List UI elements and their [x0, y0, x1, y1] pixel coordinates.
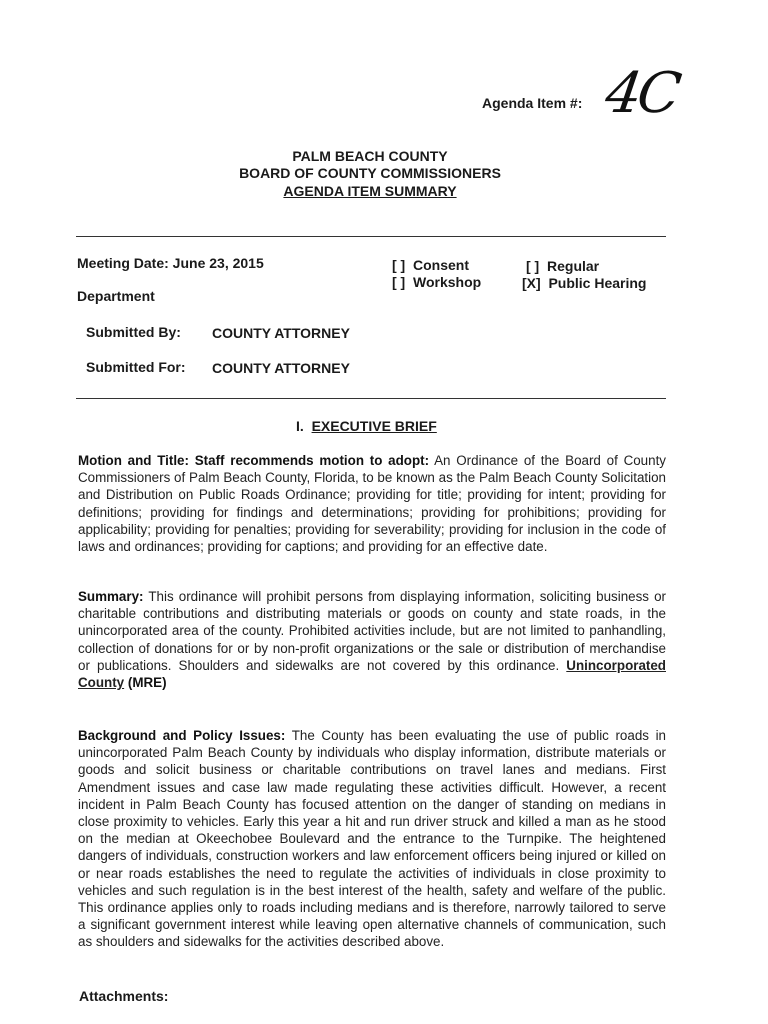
workshop-checkbox: [ ] Workshop: [392, 274, 482, 290]
summary-text: This ordinance will prohibit persons from displaying information, soliciting business or charitable contributions and distributing materials or goods on county and state roads, in the unincorporated area of the county. Prohibited activities include, but are not limited to panhandling, collection of donations for or by non-profit organizations or the sale or distribution of merchandise or publications. Shoulders and sidewalks are not covered by this ordinance.: [78, 589, 666, 673]
motion-lead: Staff recommends motion to adopt:: [194, 453, 430, 468]
agenda-item-number: 4C: [601, 61, 682, 126]
motion-label: Motion and Title:: [78, 453, 189, 468]
public-hearing-checkbox: [X] Public Hearing: [522, 275, 647, 291]
attachments-label: Attachments:: [79, 988, 169, 1004]
top-divider: [76, 236, 666, 237]
summary-code: (MRE): [127, 675, 167, 691]
department-label: Department: [77, 288, 155, 304]
submitted-by-label: Submitted By:: [86, 324, 181, 340]
county-name: PALM BEACH COUNTY: [292, 148, 448, 164]
meeting-date: Meeting Date: June 23, 2015: [77, 255, 264, 271]
summary-paragraph: [78, 588, 666, 691]
section-heading: [296, 418, 437, 434]
consent-checkbox: [ ] Consent: [392, 257, 469, 273]
agenda-item-label: Agenda Item #:: [482, 95, 583, 111]
regular-checkbox: [ ] Regular: [526, 258, 600, 274]
background-label: Background and Policy Issues:: [78, 728, 286, 743]
submitted-for-value: COUNTY ATTORNEY: [212, 360, 350, 376]
document-title: AGENDA ITEM SUMMARY: [283, 183, 457, 199]
motion-paragraph: [78, 452, 666, 555]
section-numeral: I.: [296, 418, 304, 434]
background-text: The County has been evaluating the use of public roads in unincorporated Palm Beach County by individuals who display information, distribute materials or goods and solicit business or charitable contributions on travel lanes and medians. First Amendment issues and case law made regulating these activities difficult. However, a recent incident in Palm Beach County has focused attention on the danger of standing on medians in close proximity to vehicles. Early this year a hit and run driver struck and killed a man as he stood on the median at Okeechobee Boulevard and the entrance to the Turnpike. The heightened dangers of individuals, construction workers and law enforcement officers being injured or killed on or near roads establishes the need to regulate the activities of individuals in close proximity to vehicles and such regulation is in the best interest of the health, safety and welfare of the public. This ordinance applies only to roads including medians and is therefore, narrowly tailored to serve a significant government interest while leaving open alternative channels of communication, such as shoulders and sidewalks for the activities described above.: [78, 728, 666, 950]
middle-divider: [76, 398, 666, 399]
background-paragraph: [78, 727, 666, 951]
section-title: EXECUTIVE BRIEF: [311, 418, 437, 434]
board-name: BOARD OF COUNTY COMMISSIONERS: [239, 165, 501, 181]
summary-label: Summary:: [78, 589, 144, 604]
summary-district: Unincorporated County: [78, 657, 666, 691]
motion-text: An Ordinance of the Board of County Commissioners of Palm Beach County, Florida, to be known as the Palm Beach County Solicitation and Distribution on Public Roads Ordinance; providing for title; providing for intent; providing for definitions; providing for findings and determinations; providing for prohibitions; providing for applicability; providing for penalties; providing for severability; providing for inclusion in the code of laws and ordinances; providing for captions; and providing for an effective date.: [78, 453, 666, 555]
submitted-for-label: Submitted For:: [86, 359, 186, 375]
submitted-by-value: COUNTY ATTORNEY: [212, 325, 350, 341]
